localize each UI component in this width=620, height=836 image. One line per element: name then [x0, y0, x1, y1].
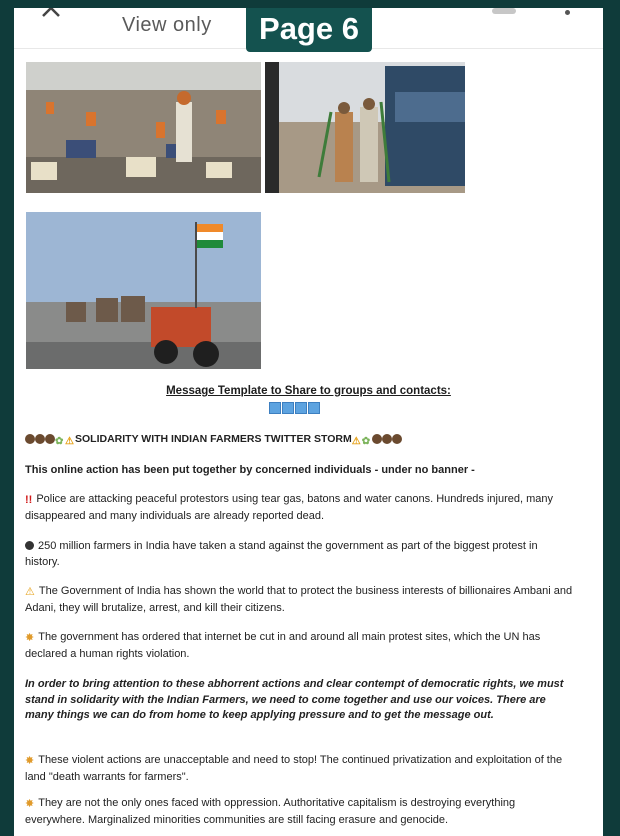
tractor-flag-photo	[26, 212, 261, 369]
point-item	[25, 584, 573, 616]
black-circle-icon	[25, 541, 34, 550]
warning-icon: ⚠	[25, 586, 35, 598]
point-text: The Government of India has shown the world that to protect the business interests of billionaires Ambani and Adani, they will brutalize, arrest, and kill their citizens.	[25, 585, 573, 614]
page-badge: Page 6	[246, 8, 372, 52]
call-to-action: In order to bring attention to these abhorrent actions and clear contempt of democratic rights, we must stand in solidarity with the Indian Farmers, we need to come together and use our voices. There are many things we can do from home to keep applying pressure and to get the message out.	[25, 678, 564, 721]
more-menu-icon[interactable]	[565, 10, 570, 15]
sparkle-icon: ✸	[25, 632, 35, 644]
protestors-walking-photo	[265, 62, 465, 193]
toggle-pill-icon[interactable]	[492, 8, 516, 14]
point-item	[25, 492, 573, 524]
storm-title-text: SOLIDARITY WITH INDIAN FARMERS TWITTER STORM	[75, 433, 352, 445]
emoji-cluster-icon: ✿ ⚠	[25, 433, 75, 449]
intro-text: This online action has been put together by concerned individuals - under no banner -	[25, 464, 475, 476]
point-item	[25, 539, 573, 570]
point-text: The government has ordered that internet be cut in and around all main protest sites, which the UN has declared a human rights violation.	[25, 631, 541, 660]
sparkle-icon: ✸	[25, 798, 35, 810]
point-item	[25, 796, 573, 828]
blue-squares-emoji	[269, 402, 320, 414]
point-text: 250 million farmers in India have taken a stand against the government as part of the biggest protest in history.	[25, 540, 538, 568]
point-item	[25, 630, 573, 662]
template-heading: Message Template to Share to groups and contacts:	[166, 385, 451, 397]
emoji-cluster-icon: ⚠✿	[352, 433, 402, 449]
document-page	[14, 8, 603, 836]
view-only-label: View only	[122, 14, 212, 36]
storm-title	[25, 432, 573, 449]
double-exclamation-icon: !!	[25, 494, 33, 506]
point-text: Police are attacking peaceful protestors using tear gas, batons and water canons. Hundreds injured, many disappeared and many individuals are already reported dead.	[25, 493, 554, 522]
point-item	[25, 753, 573, 785]
point-text: They are not the only ones faced with oppression. Authoritative capitalism is destroying everything everywhere. Marginalized minorities communities are still facing erasure and genocide.	[25, 797, 516, 826]
chevron-up-icon[interactable]	[40, 8, 62, 22]
point-text: These violent actions are unacceptable and need to stop! The continued privatization and exploitation of the land "death warrants for farmers".	[25, 754, 563, 783]
tractor-rally-crowd-photo	[26, 62, 261, 193]
viewer-toolbar	[14, 8, 603, 49]
sparkle-icon: ✸	[25, 755, 35, 767]
